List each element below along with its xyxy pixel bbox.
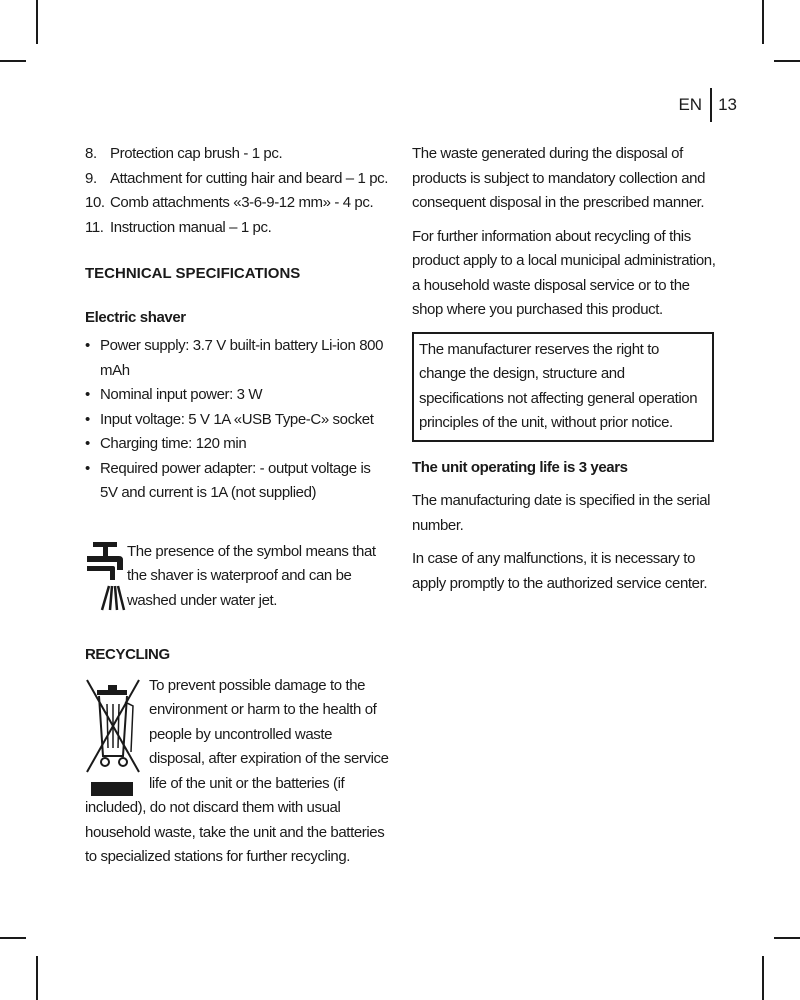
language-label: EN — [678, 95, 703, 114]
list-item: 11. Instruction manual – 1 pc. — [85, 218, 272, 236]
spec-item: • Required power adapter: - output voltage is 5V and current is 1A (not supplied) — [85, 457, 390, 506]
crop-mark-bottom-right-h — [774, 937, 800, 939]
header-divider — [710, 88, 712, 122]
manufacturing-date-paragraph: The manufacturing date is specified in the serial number. — [412, 492, 711, 534]
waterproof-text: The presence of the symbol means that the shaver is waterproof and can be washed under water jet. — [127, 542, 376, 609]
page-number: 13 — [718, 95, 737, 114]
crop-mark-bottom-right — [762, 956, 764, 1000]
spec-item: • Nominal input power: 3 W — [85, 383, 390, 408]
page-header — [678, 88, 737, 122]
spec-item: • Input voltage: 5 V 1A «USB Type-C» socket — [85, 408, 390, 433]
right-column — [412, 142, 717, 605]
recycling-info-paragraph: For further information about recycling of this product apply to a local municipal administration, a household waste disposal service or to the shop where you purchased this product. — [412, 227, 716, 318]
manufacturer-notice: The manufacturer reserves the right to change the design, structure and specifications not affecting general operation principles of the unit, without prior notice. — [419, 340, 698, 431]
water-jet-icon — [85, 542, 127, 612]
recycling-text: To prevent possible damage to the environment or harm to the health of people by uncontrolled waste disposal, after expiration of the service life of the unit or the batteries (if included), do not discard them with usual household waste, take the unit and the batteries to specialized stations for further recycling. — [85, 676, 389, 865]
crop-mark-top-right — [762, 0, 764, 44]
waste-paragraph: The waste generated during the disposal of products is subject to mandatory collection and consequent disposal in the prescribed manner. — [412, 145, 706, 211]
electric-shaver-subheading: Electric shaver — [85, 308, 186, 326]
crop-mark-bottom-left-h — [0, 937, 26, 939]
waterproof-note — [85, 540, 390, 614]
technical-specifications-heading: TECHNICAL SPECIFICATIONS — [85, 265, 301, 282]
package-contents-list — [85, 142, 390, 240]
list-item: 10. Comb attachments «3-6-9-12 mm» - 4 pc. — [85, 194, 374, 211]
crop-mark-bottom-left — [36, 956, 38, 1000]
spec-item: • Charging time: 120 min — [85, 432, 390, 457]
recycling-section — [85, 674, 390, 870]
crop-mark-top-right-h — [774, 60, 800, 62]
crop-mark-top-left-h — [0, 60, 26, 62]
list-item: 9. Attachment for cutting hair and beard – 1 pc. — [85, 169, 389, 187]
operating-life-heading: The unit operating life is 3 years — [412, 458, 628, 476]
malfunction-paragraph: In case of any malfunctions, it is necessary to apply promptly to the authorized service center. — [412, 550, 708, 592]
manufacturer-notice-box — [412, 332, 714, 442]
crop-mark-top-left — [36, 0, 38, 44]
crossed-out-wheelie-bin-icon — [85, 676, 141, 796]
left-column — [85, 142, 390, 870]
recycling-heading: RECYCLING — [85, 646, 170, 663]
list-item: 8. Protection cap brush - 1 pc. — [85, 145, 283, 162]
specifications-list — [85, 334, 390, 506]
spec-item: • Power supply: 3.7 V built-in battery Li-ion 800 mAh — [85, 334, 390, 383]
